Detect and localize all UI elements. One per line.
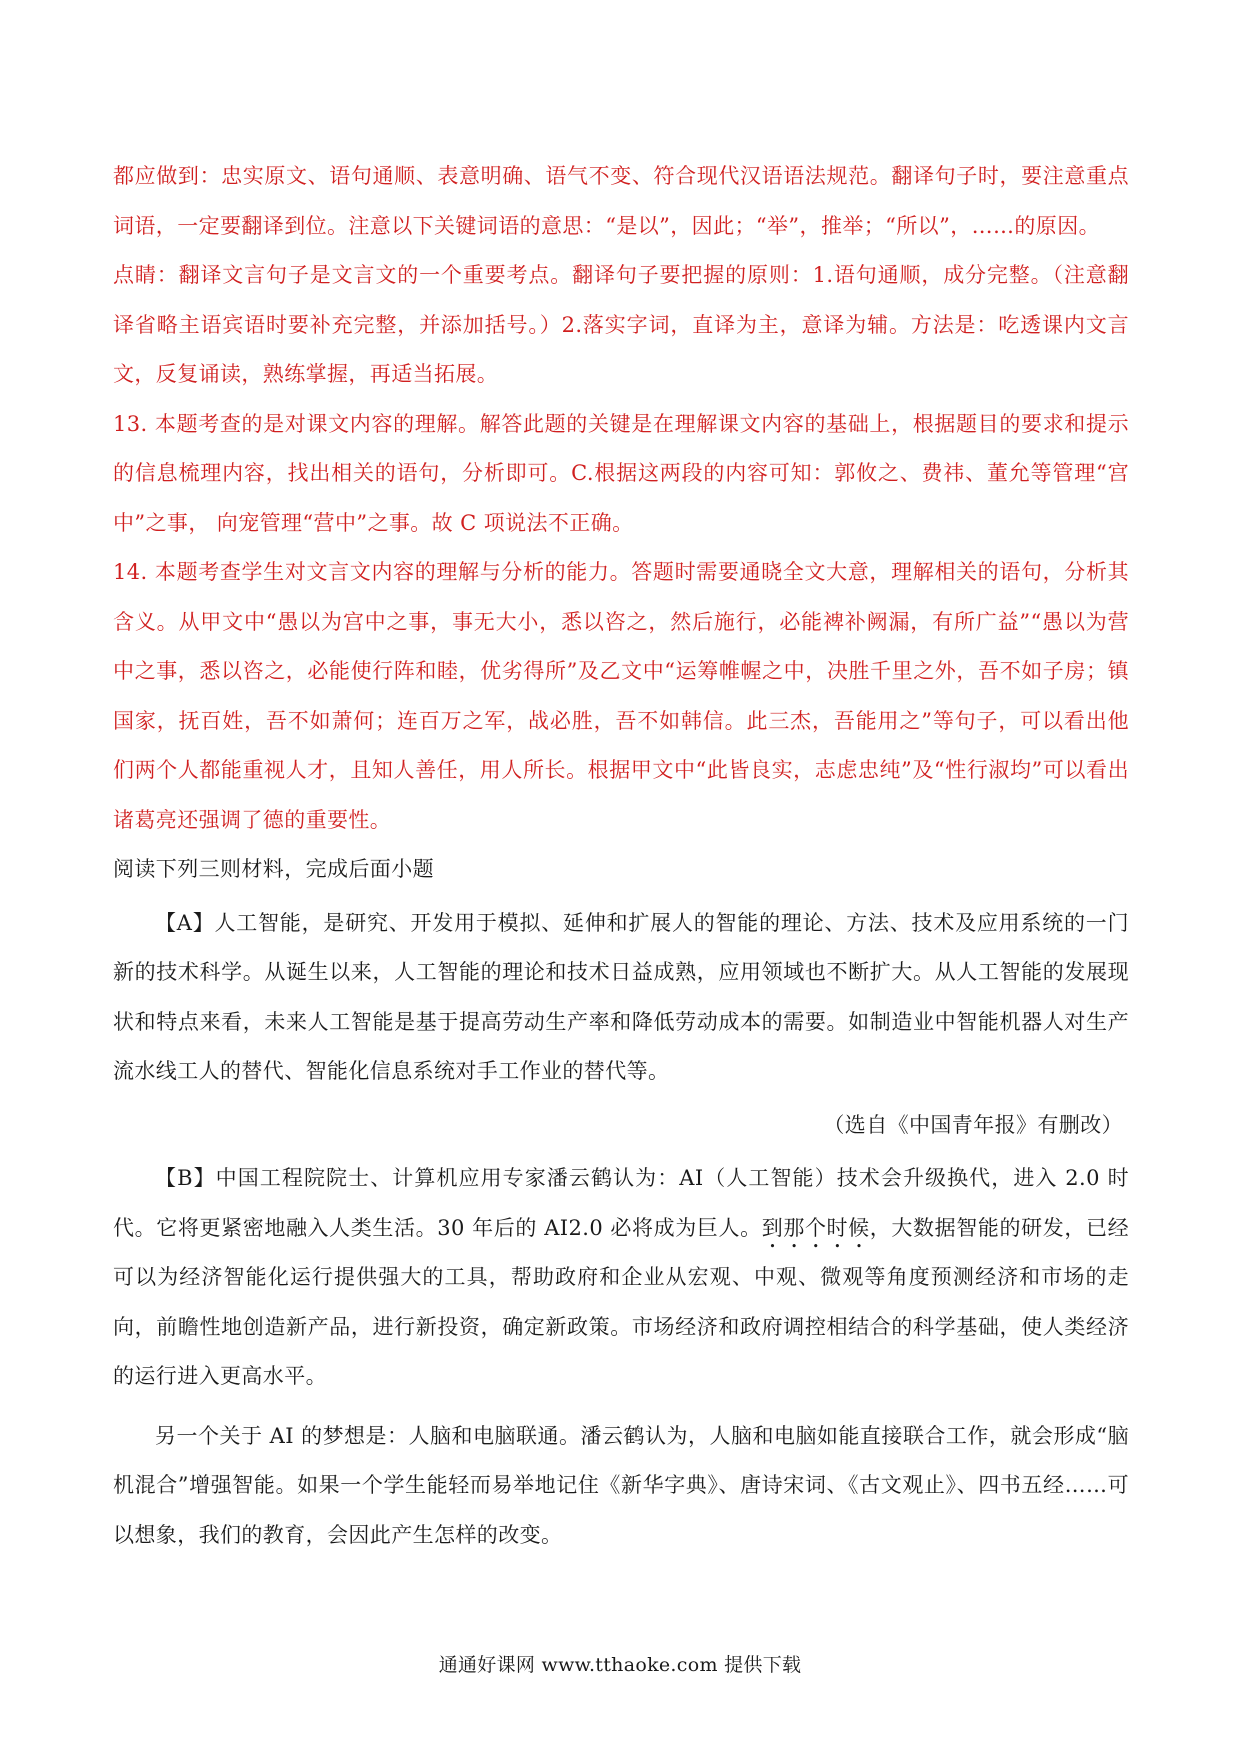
material-b-text-part1: 【B】中国工程院院士、计算机应用专家潘云鹤认为：AI（人工智能）技术会升级换代，进入 2.0 时代。它将更紧密地融入人类生活。30 年后的 AI2.0 必将成为巨人。: [113, 1166, 1129, 1240]
material-b-paragraph-1: [113, 1154, 1129, 1402]
translation-tips-paragraph: 都应做到：忠实原文、语句通顺、表意明确、语气不变、符合现代汉语语法规范。翻译句子时，要注意重点词语，一定要翻译到位。注意以下关键词语的意思：“是以”，因此；“举”，推举；“所以”，……的原因。: [113, 164, 1129, 238]
material-b-text-part2: ，大数据智能的研发，已经可以为经济智能化运行提供强大的工具，帮助政府和企业从宏观、中观、微观等角度预测经济和市场的走向，前瞻性地创造新产品，进行新投资，确定新政策。市场经济和政府调控相结合的科学基础，使人类经济的运行进入更高水平。: [113, 1215, 1129, 1388]
dianjing-note-paragraph: 点睛：翻译文言句子是文言文的一个重要考点。翻译句子要把握的原则：1.语句通顺，成分完整。（注意翻译省略主语宾语时要补充完整，并添加括号。）2.落实字词，直译为主，意译为辅。方法是：吃透课内文言文，反复诵读，熟练掌握，再适当拓展。: [113, 263, 1129, 386]
reading-instruction: 阅读下列三则材料，完成后面小题: [113, 857, 434, 881]
material-a-paragraph: 【A】人工智能，是研究、开发用于模拟、延伸和扩展人的智能的理论、方法、技术及应用系统的一门新的技术科学。从诞生以来，人工智能的理论和技术日益成熟，应用领域也不断扩大。从人工智能的发展现状和特点来看，未来人工智能是基于提高劳动生产率和降低劳动成本的需要。如制造业中智能机器人对生产流水线工人的替代、智能化信息系统对手工作业的替代等。: [113, 910, 1129, 1083]
material-a-source: （选自《中国青年报》有删改）: [823, 1112, 1123, 1137]
page-content: [113, 152, 1129, 1560]
material-b-paragraph-2: 另一个关于 AI 的梦想是：人脑和电脑联通。潘云鹤认为，人脑和电脑如能直接联合工作，就会形成“脑机混合”增强智能。如果一个学生能轻而易举地记住《新华字典》、唐诗宋词、《古文观止》、四书五经……可以想象，我们的教育，会因此产生怎样的改变。: [113, 1423, 1129, 1547]
page-footer: 通通好课网 www.tthaoke.com 提供下载: [438, 1654, 802, 1676]
answer-13-paragraph: 13. 本题考查的是对课文内容的理解。解答此题的关键是在理解课文内容的基础上，根据题目的要求和提示的信息梳理内容，找出相关的语句，分析即可。C.根据这两段的内容可知：郭攸之、费祎、董允等管理“宫中”之事， 向宠管理“营中”之事。故 C 项说法不正确。: [113, 411, 1129, 535]
material-b-emphasized-phrase: 到那个时候: [761, 1215, 870, 1240]
answer-14-paragraph: 14. 本题考查学生对文言文内容的理解与分析的能力。答题时需要通晓全文大意，理解相关的语句，分析其含义。从甲文中“愚以为宫中之事，事无大小，悉以咨之，然后施行，必能裨补阙漏，有所广益”“愚以为营中之事，悉以咨之，必能使行阵和睦，优劣得所”及乙文中“运筹帷幄之中，决胜千里之外，吾不如子房；镇国家，抚百姓，吾不如萧何；连百万之军，战必胜，吾不如韩信。此三杰，吾能用之”等句子，可以看出他们两个人都能重视人才，且知人善任，用人所长。根据甲文中“此皆良实，志虑忠纯”及“性行淑均”可以看出诸葛亮还强调了德的重要性。: [113, 560, 1129, 832]
